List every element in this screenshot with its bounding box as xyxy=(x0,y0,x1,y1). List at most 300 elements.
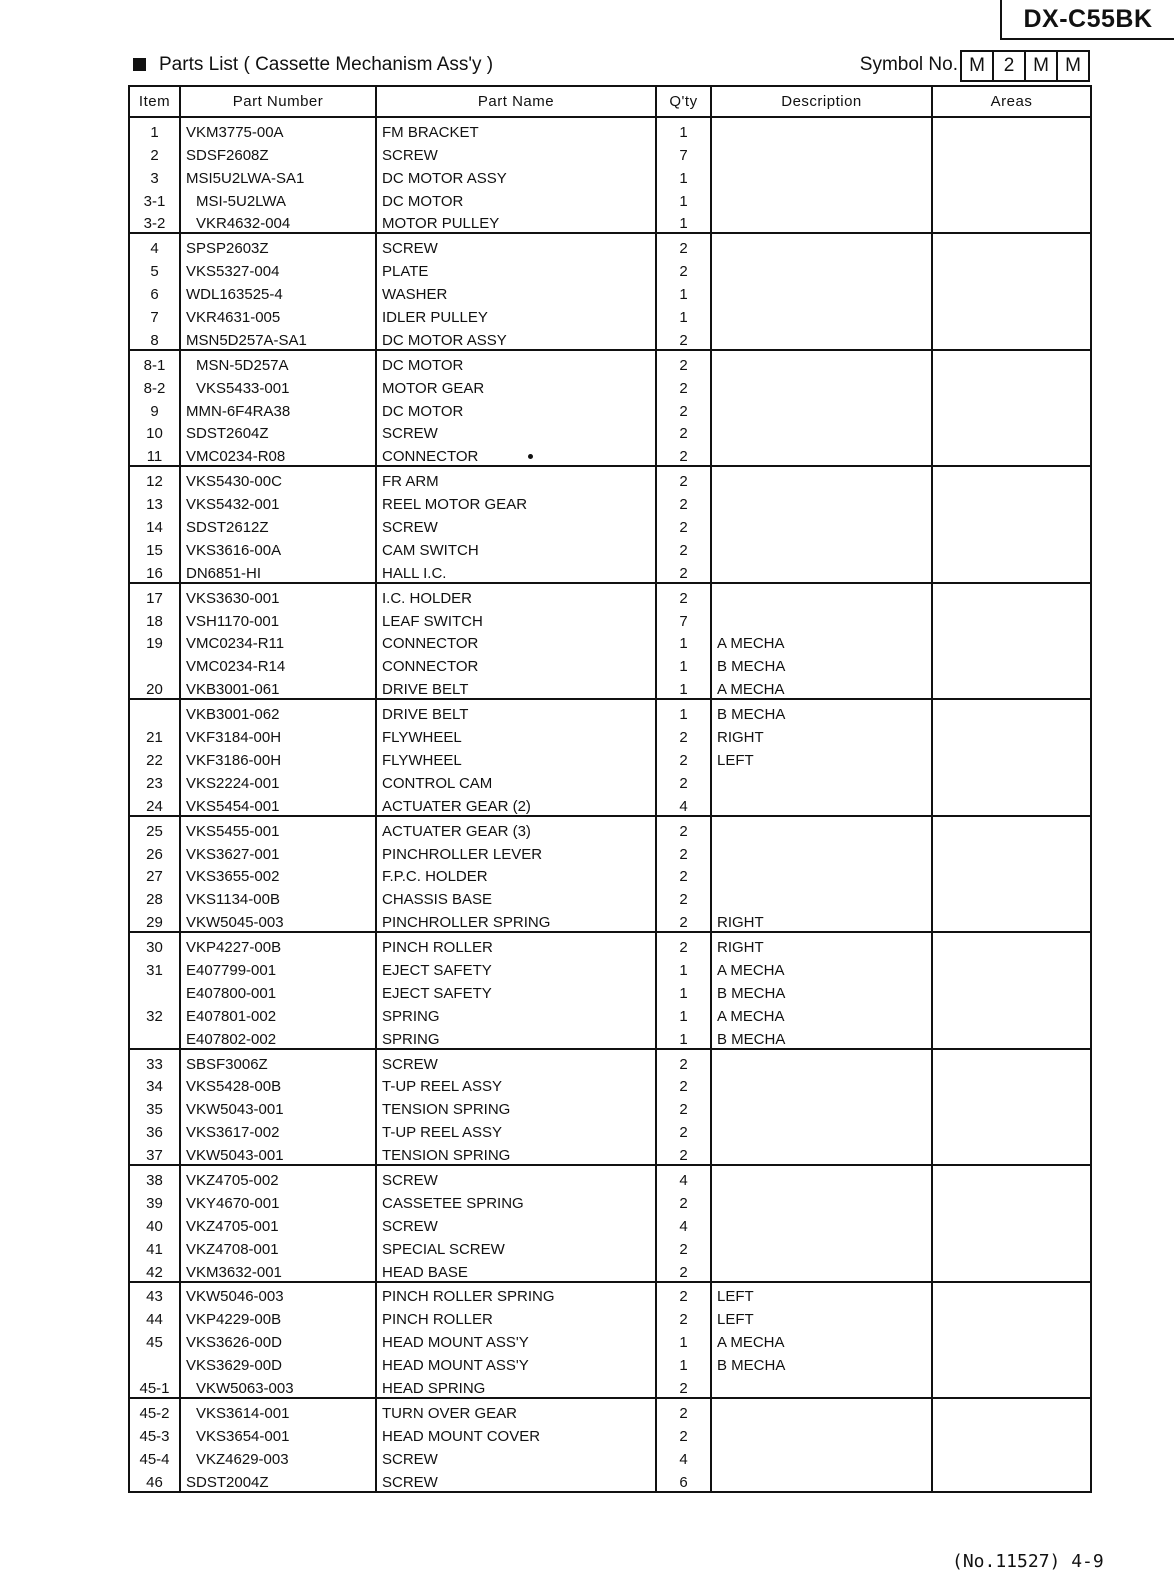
areas-cell xyxy=(932,675,1091,699)
qty-cell: 2 xyxy=(656,374,711,397)
part-number-cell: VKS3655-002 xyxy=(180,863,376,886)
symbol-boxes xyxy=(960,50,1090,82)
part-name-cell: PINCH ROLLER xyxy=(376,932,656,956)
part-name-cell: CAM SWITCH xyxy=(376,536,656,559)
table-row xyxy=(129,1118,1091,1141)
qty-cell: 2 xyxy=(656,1374,711,1398)
table-row xyxy=(129,326,1091,350)
item-cell xyxy=(129,1351,180,1374)
part-number-cell: VKS5454-001 xyxy=(180,792,376,816)
description-cell xyxy=(711,141,932,164)
item-cell: 9 xyxy=(150,402,159,420)
qty-cell: 1 xyxy=(656,979,711,1002)
qty-cell: 4 xyxy=(656,1445,711,1468)
title-row xyxy=(133,52,1090,82)
areas-cell xyxy=(932,350,1091,374)
item-cell: 44 xyxy=(146,1311,163,1329)
qty-cell: 2 xyxy=(656,559,711,583)
part-name-cell: TURN OVER GEAR xyxy=(376,1398,656,1422)
item-cell xyxy=(129,979,180,1002)
qty-cell: 2 xyxy=(656,536,711,559)
item-cell: 6 xyxy=(150,286,159,304)
part-number-cell: VKS3627-001 xyxy=(180,840,376,863)
part-name-cell: SCREW xyxy=(376,1468,656,1492)
areas-cell xyxy=(932,187,1091,210)
item-cell: 20 xyxy=(146,681,163,699)
part-number-cell: VMC0234-R11 xyxy=(180,630,376,653)
part-name-cell: PINCHROLLER SPRING xyxy=(376,908,656,932)
item-cell: 7 xyxy=(150,309,159,327)
description-cell: B MECHA xyxy=(711,1025,932,1049)
part-name-cell: DC MOTOR ASSY xyxy=(376,164,656,187)
areas-cell xyxy=(932,1189,1091,1212)
qty-cell: 2 xyxy=(656,1049,711,1073)
part-name-cell: LEAF SWITCH xyxy=(376,607,656,630)
part-name-cell: FLYWHEEL xyxy=(376,723,656,746)
symbol-char: 2 xyxy=(992,52,1024,80)
part-name-cell: FR ARM xyxy=(376,466,656,490)
qty-cell: 2 xyxy=(656,1118,711,1141)
description-cell: LEFT xyxy=(711,746,932,769)
description-cell xyxy=(711,164,932,187)
areas-cell xyxy=(932,792,1091,816)
part-name-cell: SCREW xyxy=(376,141,656,164)
item-cell: 8-1 xyxy=(129,350,180,374)
qty-cell: 2 xyxy=(656,840,711,863)
table-row xyxy=(129,350,1091,374)
areas-cell xyxy=(932,397,1091,420)
areas-cell xyxy=(932,280,1091,303)
item-cell: 45 xyxy=(146,1334,163,1352)
areas-cell xyxy=(932,326,1091,350)
part-name-cell: T-UP REEL ASSY xyxy=(376,1118,656,1141)
item-cell: 3-1 xyxy=(143,192,166,210)
part-number-cell: VKS3617-002 xyxy=(180,1118,376,1141)
description-cell: A MECHA xyxy=(711,1328,932,1351)
part-number-cell: E407802-002 xyxy=(180,1025,376,1049)
part-name-cell: SCREW xyxy=(376,1165,656,1189)
item-cell: 43 xyxy=(129,1282,180,1306)
areas-cell xyxy=(932,583,1091,607)
qty-cell: 2 xyxy=(656,1235,711,1258)
item-cell: 35 xyxy=(146,1101,163,1119)
part-name-cell: HEAD MOUNT ASS'Y xyxy=(376,1351,656,1374)
part-name-cell: HEAD BASE xyxy=(376,1258,656,1282)
part-name-cell: HEAD SPRING xyxy=(376,1374,656,1398)
part-number-cell: VKS3654-001 xyxy=(180,1422,376,1445)
item-cell: 45-1 xyxy=(139,1379,170,1397)
part-number-cell: VKS2224-001 xyxy=(180,769,376,792)
item-cell: 29 xyxy=(146,914,163,932)
item-cell: 19 xyxy=(146,635,163,653)
description-cell xyxy=(711,117,932,141)
page-reference: (No.11527) 4-9 xyxy=(952,1551,1104,1572)
part-name-cell: DRIVE BELT xyxy=(376,675,656,699)
description-cell xyxy=(711,607,932,630)
description-cell xyxy=(711,583,932,607)
areas-cell xyxy=(932,723,1091,746)
description-cell xyxy=(711,1141,932,1165)
item-cell: 22 xyxy=(146,751,163,769)
qty-cell: 2 xyxy=(656,1422,711,1445)
qty-cell: 2 xyxy=(656,908,711,932)
item-cell: 37 xyxy=(146,1147,163,1165)
model-number: DX-C55BK xyxy=(1000,0,1174,40)
part-name-cell: EJECT SAFETY xyxy=(376,956,656,979)
part-number-cell: VMC0234-R08 xyxy=(180,442,376,466)
table-row xyxy=(129,397,1091,420)
part-number-cell: VKS5327-004 xyxy=(180,257,376,280)
item-cell: 40 xyxy=(146,1217,163,1235)
areas-cell xyxy=(932,1445,1091,1468)
item-cell: 26 xyxy=(146,845,163,863)
part-name-cell: WASHER xyxy=(376,280,656,303)
qty-cell: 1 xyxy=(656,1002,711,1025)
areas-cell xyxy=(932,1049,1091,1073)
description-cell xyxy=(711,303,932,326)
description-cell: LEFT xyxy=(711,1282,932,1306)
part-number-cell: VKW5043-001 xyxy=(180,1141,376,1165)
table-row xyxy=(129,374,1091,397)
item-cell: 46 xyxy=(146,1473,163,1491)
part-number-cell: MSI5U2LWA-SA1 xyxy=(180,164,376,187)
part-name-cell: DC MOTOR xyxy=(376,350,656,374)
part-name-cell: PINCH ROLLER SPRING xyxy=(376,1282,656,1306)
areas-cell xyxy=(932,513,1091,536)
description-cell xyxy=(711,280,932,303)
qty-cell: 2 xyxy=(656,863,711,886)
part-name-cell: T-UP REEL ASSY xyxy=(376,1073,656,1096)
part-name-cell: PINCH ROLLER xyxy=(376,1305,656,1328)
table-row xyxy=(129,607,1091,630)
part-number-cell: VKS5455-001 xyxy=(180,816,376,840)
part-name-cell: ACTUATER GEAR (2) xyxy=(376,792,656,816)
part-number-cell: SBSF3006Z xyxy=(180,1049,376,1073)
item-cell: 11 xyxy=(146,448,163,466)
part-number-cell: VKS3626-00D xyxy=(180,1328,376,1351)
table-row xyxy=(129,932,1091,956)
areas-cell xyxy=(932,1258,1091,1282)
description-cell xyxy=(711,1258,932,1282)
item-cell: 12 xyxy=(129,466,180,490)
description-cell: B MECHA xyxy=(711,979,932,1002)
areas-cell xyxy=(932,257,1091,280)
part-name-cell: SPECIAL SCREW xyxy=(376,1235,656,1258)
item-cell: 42 xyxy=(146,1263,163,1281)
table-row xyxy=(129,513,1091,536)
description-cell xyxy=(711,536,932,559)
item-cell: 45-3 xyxy=(139,1427,170,1445)
table-row xyxy=(129,1422,1091,1445)
item-cell: 45-2 xyxy=(129,1398,180,1422)
table-row xyxy=(129,187,1091,210)
areas-cell xyxy=(932,1025,1091,1049)
part-number-cell: MMN-6F4RA38 xyxy=(180,397,376,420)
table-row xyxy=(129,257,1091,280)
areas-cell xyxy=(932,1165,1091,1189)
part-name-cell: SCREW xyxy=(376,420,656,443)
areas-cell xyxy=(932,769,1091,792)
item-cell: 38 xyxy=(129,1165,180,1189)
part-name-cell: HALL I.C. xyxy=(376,559,656,583)
parts-table-body xyxy=(129,117,1091,1492)
part-name-cell: F.P.C. HOLDER xyxy=(376,863,656,886)
part-number-cell: VKS1134-00B xyxy=(180,885,376,908)
part-number-cell: VKS5428-00B xyxy=(180,1073,376,1096)
qty-cell: 4 xyxy=(656,1165,711,1189)
item-cell: 3 xyxy=(150,169,159,187)
table-row xyxy=(129,979,1091,1002)
table-row xyxy=(129,1445,1091,1468)
table-row xyxy=(129,956,1091,979)
part-number-cell: VKZ4708-001 xyxy=(180,1235,376,1258)
part-number-cell: WDL163525-4 xyxy=(180,280,376,303)
qty-cell: 1 xyxy=(656,117,711,141)
areas-cell xyxy=(932,746,1091,769)
square-bullet-icon xyxy=(133,58,146,71)
parts-table xyxy=(128,85,1092,1493)
table-row xyxy=(129,885,1091,908)
table-row xyxy=(129,210,1091,234)
table-row xyxy=(129,1073,1091,1096)
table-row xyxy=(129,630,1091,653)
description-cell: A MECHA xyxy=(711,956,932,979)
description-cell xyxy=(711,863,932,886)
part-number-cell: VKB3001-061 xyxy=(180,675,376,699)
part-name-cell: CONNECTOR xyxy=(376,442,656,466)
item-cell: 32 xyxy=(146,1007,163,1025)
part-name-cell: CASSETEE SPRING xyxy=(376,1189,656,1212)
part-number-cell: VKY4670-001 xyxy=(180,1189,376,1212)
areas-cell xyxy=(932,1212,1091,1235)
item-cell: 17 xyxy=(129,583,180,607)
areas-cell xyxy=(932,908,1091,932)
qty-cell: 4 xyxy=(656,792,711,816)
symbol-char: M xyxy=(969,55,985,76)
qty-cell: 2 xyxy=(656,257,711,280)
areas-cell xyxy=(932,885,1091,908)
qty-cell: 2 xyxy=(656,746,711,769)
description-cell: B MECHA xyxy=(711,652,932,675)
areas-cell xyxy=(932,1398,1091,1422)
part-number-cell: MSN-5D257A xyxy=(180,350,376,374)
item-cell: 23 xyxy=(146,774,163,792)
description-cell: RIGHT xyxy=(711,932,932,956)
areas-cell xyxy=(932,490,1091,513)
qty-cell: 7 xyxy=(656,141,711,164)
qty-cell: 2 xyxy=(656,1189,711,1212)
item-cell: 16 xyxy=(146,564,163,582)
part-number-cell: VKS5433-001 xyxy=(180,374,376,397)
qty-cell: 2 xyxy=(656,583,711,607)
part-number-cell: DN6851-HI xyxy=(180,559,376,583)
areas-cell xyxy=(932,442,1091,466)
description-cell xyxy=(711,1073,932,1096)
description-cell xyxy=(711,1374,932,1398)
qty-cell: 2 xyxy=(656,1305,711,1328)
table-row xyxy=(129,583,1091,607)
table-header-row xyxy=(129,86,1091,117)
part-name-cell: SCREW xyxy=(376,1212,656,1235)
column-header-areas: Areas xyxy=(932,86,1091,117)
qty-cell: 2 xyxy=(656,1141,711,1165)
part-number-cell: VKF3184-00H xyxy=(180,723,376,746)
part-name-cell: I.C. HOLDER xyxy=(376,583,656,607)
table-row xyxy=(129,1235,1091,1258)
column-header-part-number: Part Number xyxy=(180,86,376,117)
areas-cell xyxy=(932,1235,1091,1258)
qty-cell: 1 xyxy=(656,1025,711,1049)
column-header-qty: Q'ty xyxy=(656,86,711,117)
part-name-cell: MOTOR GEAR xyxy=(376,374,656,397)
part-name-cell: PINCHROLLER LEVER xyxy=(376,840,656,863)
item-cell: 10 xyxy=(146,425,163,443)
description-cell xyxy=(711,397,932,420)
item-cell: 21 xyxy=(146,729,163,747)
areas-cell xyxy=(932,607,1091,630)
part-number-cell: SDST2612Z xyxy=(180,513,376,536)
qty-cell: 2 xyxy=(656,1258,711,1282)
table-row xyxy=(129,1398,1091,1422)
part-number-cell: VKZ4629-003 xyxy=(180,1445,376,1468)
areas-cell xyxy=(932,1374,1091,1398)
part-number-cell: VKF3186-00H xyxy=(180,746,376,769)
part-name-cell: PLATE xyxy=(376,257,656,280)
column-header-item: Item xyxy=(129,86,180,117)
areas-cell xyxy=(932,233,1091,257)
qty-cell: 1 xyxy=(656,280,711,303)
part-name-cell: MOTOR PULLEY xyxy=(376,210,656,234)
areas-cell xyxy=(932,1282,1091,1306)
part-number-cell: VKS3629-00D xyxy=(180,1351,376,1374)
table-row xyxy=(129,117,1091,141)
table-row xyxy=(129,1165,1091,1189)
item-cell: 5 xyxy=(150,263,159,281)
item-cell: 3-2 xyxy=(143,215,166,233)
item-cell xyxy=(129,1025,180,1049)
part-name-cell: CONNECTOR xyxy=(376,630,656,653)
item-cell: 13 xyxy=(146,496,163,514)
description-cell xyxy=(711,350,932,374)
part-number-cell: VKW5063-003 xyxy=(180,1374,376,1398)
part-name-cell: FLYWHEEL xyxy=(376,746,656,769)
description-cell: RIGHT xyxy=(711,723,932,746)
part-name-cell: HEAD MOUNT ASS'Y xyxy=(376,1328,656,1351)
qty-cell: 2 xyxy=(656,326,711,350)
qty-cell: 2 xyxy=(656,1095,711,1118)
areas-cell xyxy=(932,117,1091,141)
page-title: Parts List ( Cassette Mechanism Ass'y ) xyxy=(159,54,494,75)
part-number-cell: VKW5045-003 xyxy=(180,908,376,932)
item-cell: 14 xyxy=(146,519,163,537)
part-number-cell: E407799-001 xyxy=(180,956,376,979)
part-name-cell: SCREW xyxy=(376,513,656,536)
table-row xyxy=(129,164,1091,187)
part-name-cell: SCREW xyxy=(376,1049,656,1073)
table-row xyxy=(129,280,1091,303)
description-cell xyxy=(711,559,932,583)
item-cell: 4 xyxy=(129,233,180,257)
qty-cell: 2 xyxy=(656,442,711,466)
part-number-cell: VKP4229-00B xyxy=(180,1305,376,1328)
description-cell xyxy=(711,210,932,234)
part-number-cell: VKZ4705-002 xyxy=(180,1165,376,1189)
table-row xyxy=(129,840,1091,863)
qty-cell: 7 xyxy=(656,607,711,630)
part-number-cell: E407801-002 xyxy=(180,1002,376,1025)
part-number-cell: MSI-5U2LWA xyxy=(180,187,376,210)
table-row xyxy=(129,536,1091,559)
description-cell xyxy=(711,885,932,908)
part-number-cell: VKR4632-004 xyxy=(180,210,376,234)
table-row xyxy=(129,1025,1091,1049)
table-row xyxy=(129,1095,1091,1118)
qty-cell: 2 xyxy=(656,466,711,490)
description-cell xyxy=(711,187,932,210)
table-row xyxy=(129,1141,1091,1165)
description-cell xyxy=(711,840,932,863)
description-cell xyxy=(711,792,932,816)
description-cell xyxy=(711,1189,932,1212)
item-cell: 2 xyxy=(150,146,159,164)
table-row xyxy=(129,1212,1091,1235)
areas-cell xyxy=(932,1422,1091,1445)
description-cell xyxy=(711,1118,932,1141)
item-cell: 28 xyxy=(146,891,163,909)
table-row xyxy=(129,1374,1091,1398)
item-cell: 41 xyxy=(146,1240,163,1258)
part-number-cell: SDSF2608Z xyxy=(180,141,376,164)
part-number-cell: VKS3616-00A xyxy=(180,536,376,559)
qty-cell: 2 xyxy=(656,513,711,536)
item-cell: 8-2 xyxy=(143,379,166,397)
table-row xyxy=(129,442,1091,466)
table-row xyxy=(129,769,1091,792)
areas-cell xyxy=(932,374,1091,397)
stray-mark xyxy=(528,454,533,459)
table-row xyxy=(129,652,1091,675)
table-row xyxy=(129,746,1091,769)
areas-cell xyxy=(932,1328,1091,1351)
part-number-cell: SPSP2603Z xyxy=(180,233,376,257)
areas-cell xyxy=(932,816,1091,840)
table-row xyxy=(129,141,1091,164)
qty-cell: 2 xyxy=(656,233,711,257)
qty-cell: 2 xyxy=(656,932,711,956)
part-number-cell: VMC0234-R14 xyxy=(180,652,376,675)
item-cell: 24 xyxy=(146,797,163,815)
table-row xyxy=(129,303,1091,326)
part-number-cell: VKS3614-001 xyxy=(180,1398,376,1422)
item-cell: 8 xyxy=(150,331,159,349)
part-number-cell: VKZ4705-001 xyxy=(180,1212,376,1235)
qty-cell: 1 xyxy=(656,1351,711,1374)
areas-cell xyxy=(932,1305,1091,1328)
qty-cell: 2 xyxy=(656,723,711,746)
description-cell xyxy=(711,769,932,792)
part-number-cell: VKS3630-001 xyxy=(180,583,376,607)
column-header-part-name: Part Name xyxy=(376,86,656,117)
table-row xyxy=(129,723,1091,746)
description-cell xyxy=(711,326,932,350)
part-number-cell: VKB3001-062 xyxy=(180,699,376,723)
areas-cell xyxy=(932,932,1091,956)
item-cell: 15 xyxy=(146,541,163,559)
areas-cell xyxy=(932,466,1091,490)
description-cell xyxy=(711,420,932,443)
part-number-cell: SDST2004Z xyxy=(180,1468,376,1492)
item-cell: 34 xyxy=(146,1078,163,1096)
